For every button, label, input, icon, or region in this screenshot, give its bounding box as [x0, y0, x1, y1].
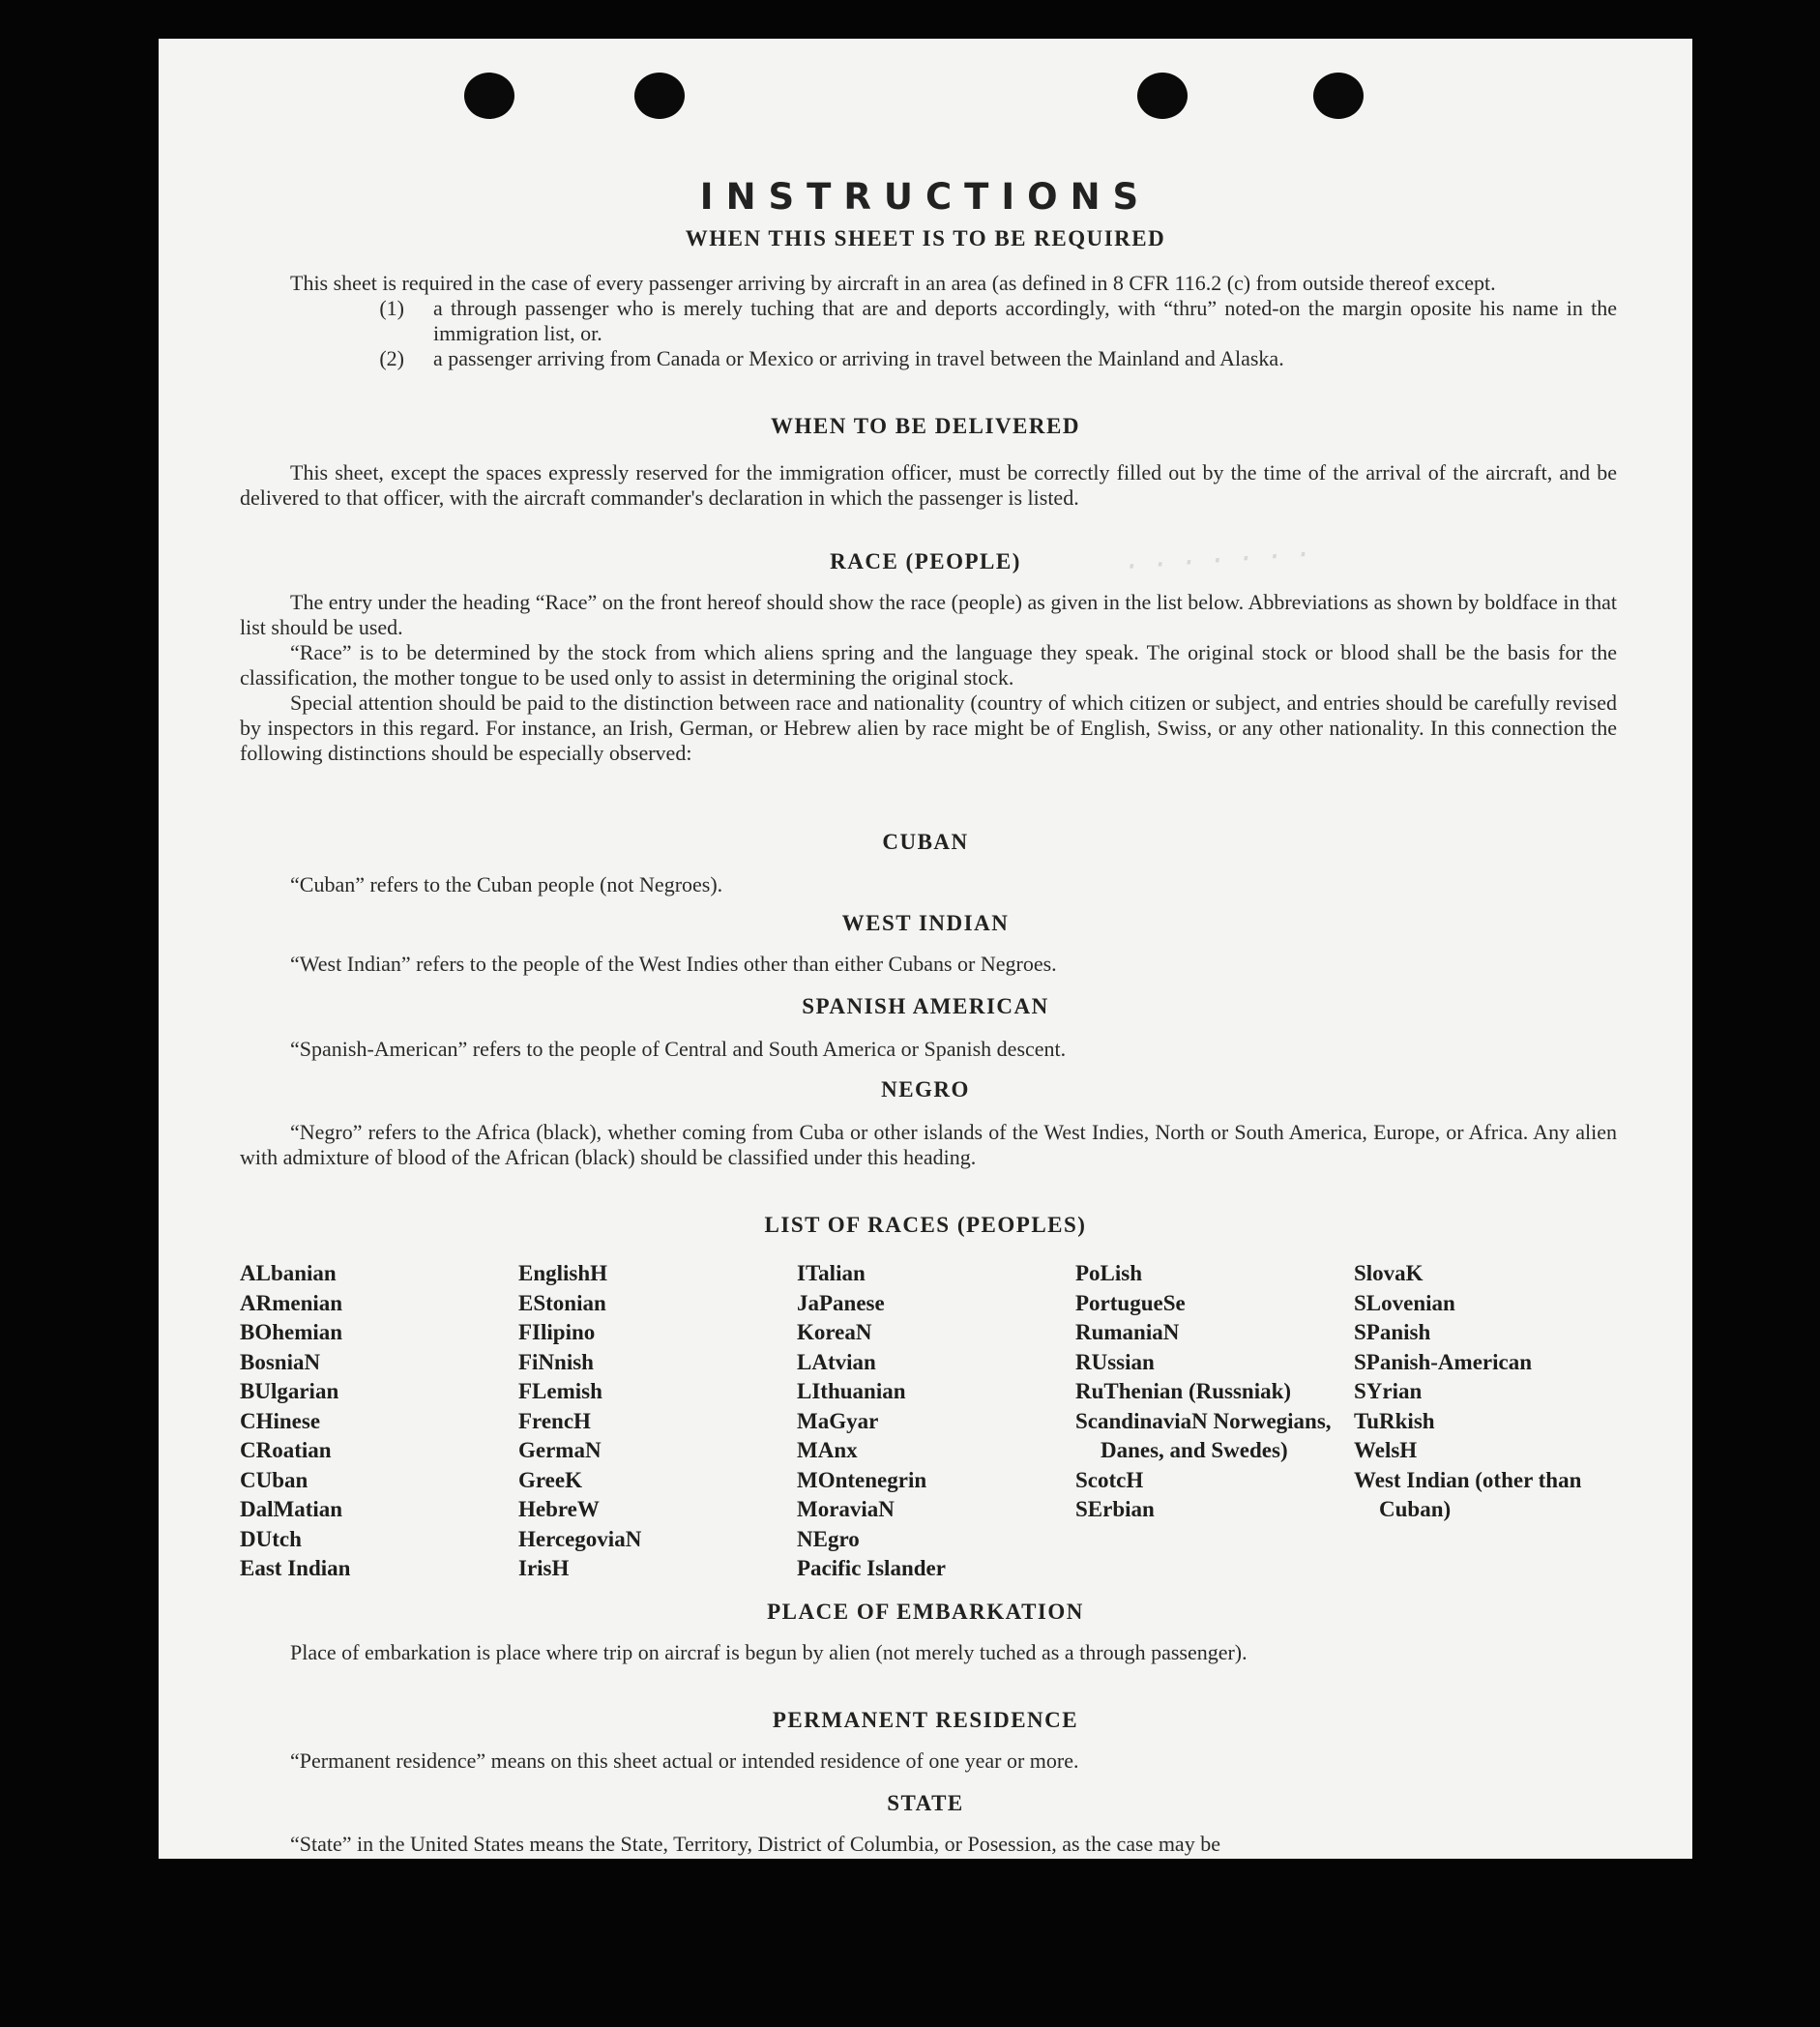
- list-item: SPanish: [1354, 1320, 1431, 1344]
- item-text: a through passenger who is merely tuching that are and deports accordingly, with “thru” noted-on the margin oposite his name in the immigration list, or.: [433, 296, 1617, 345]
- races-column: [518, 1259, 797, 1584]
- list-item: FLemish: [518, 1379, 602, 1403]
- list-item: PoLish: [1075, 1261, 1143, 1285]
- list-item: MoraviaN: [797, 1497, 895, 1521]
- heading-west-indian: WEST INDIAN: [841, 911, 1010, 935]
- list-item: LAtvian: [797, 1349, 876, 1374]
- list-item: Pacific Islander: [797, 1556, 946, 1580]
- item-text: a passenger arriving from Canada or Mexico or arriving in travel between the Mainland and Alaska.: [433, 346, 1284, 370]
- list-item: [240, 346, 1617, 371]
- section-state: [240, 1832, 1617, 1857]
- list-item: ITalian: [797, 1261, 866, 1285]
- heading-permanent-residence: PERMANENT RESIDENCE: [772, 1708, 1079, 1732]
- page-title: INSTRUCTIONS: [699, 176, 1152, 218]
- list-item: RuThenian (Russniak): [1075, 1379, 1292, 1403]
- races-list: [240, 1259, 1632, 1584]
- section-when-required: [240, 271, 1617, 371]
- list-item: MOntenegrin: [797, 1467, 927, 1492]
- section-spanish-american: [240, 1037, 1617, 1062]
- paragraph: “Spanish-American” refers to the people of Central and South America or Spanish descent.: [290, 1037, 1067, 1061]
- list-item: ARmenian: [240, 1290, 343, 1315]
- list-item: MAnx: [797, 1438, 858, 1462]
- punch-hole: [634, 73, 685, 119]
- list-item: DalMatian: [240, 1497, 343, 1521]
- section-permanent-residence: [240, 1748, 1617, 1774]
- list-item: ALbanian: [240, 1261, 337, 1285]
- list-item: West Indian (other than Cuban): [1354, 1467, 1582, 1521]
- list-item: PortugueSe: [1075, 1290, 1186, 1315]
- item-number: (1): [379, 296, 404, 320]
- paragraph: The entry under the heading “Race” on the front hereof should show the race (people) as given in the list below. Abbreviations as shown by boldface in that list should be used.: [240, 590, 1617, 639]
- list-item: ScotcH: [1075, 1467, 1144, 1492]
- races-column: [1354, 1259, 1632, 1584]
- list-item: SLovenian: [1354, 1290, 1455, 1315]
- list-item: HercegoviaN: [518, 1526, 642, 1551]
- list-item: WelsH: [1354, 1438, 1418, 1462]
- section-embarkation: [240, 1640, 1617, 1665]
- races-column: [797, 1259, 1075, 1584]
- list-item: CUban: [240, 1467, 308, 1492]
- heading-cuban: CUBAN: [882, 830, 969, 854]
- list-item: FIlipino: [518, 1320, 596, 1344]
- list-item: BUlgarian: [240, 1379, 339, 1403]
- heading-negro: NEGRO: [881, 1077, 970, 1102]
- list-item: CRoatian: [240, 1438, 332, 1462]
- paragraph: This sheet is required in the case of every passenger arriving by aircraft in an area (as defined in 8 CFR 116.2 (c) from outside thereof except.: [290, 271, 1496, 295]
- heading-state: STATE: [887, 1791, 964, 1815]
- punch-hole: [464, 73, 514, 119]
- list-item: LIthuanian: [797, 1379, 906, 1403]
- heading-embarkation: PLACE OF EMBARKATION: [767, 1600, 1084, 1624]
- list-item: FiNnish: [518, 1349, 594, 1374]
- paragraph: This sheet, except the spaces expressly reserved for the immigration officer, must be correctly filled out by the time of the arrival of the aircraft, and be delivered to that officer, with the aircraft commander's declaration in which the passenger is listed.: [240, 460, 1617, 510]
- list-item: IrisH: [518, 1556, 570, 1580]
- punch-hole: [1137, 73, 1188, 119]
- list-item: [240, 296, 1617, 346]
- heading-race: RACE (PEOPLE): [830, 549, 1021, 573]
- list-item: SYrian: [1354, 1379, 1423, 1403]
- races-column: [1075, 1259, 1354, 1584]
- list-item: BOhemian: [240, 1320, 343, 1344]
- list-item: HebreW: [518, 1497, 600, 1521]
- list-item: SlovaK: [1354, 1261, 1424, 1285]
- list-item: SErbian: [1075, 1497, 1155, 1521]
- section-when-delivered: [240, 460, 1617, 511]
- list-item: ScandinaviaN Norwegians, Danes, and Swedes): [1075, 1408, 1332, 1462]
- paragraph: “West Indian” refers to the people of the West Indies other than either Cubans or Negroes.: [290, 952, 1057, 976]
- heading-when-required: WHEN THIS SHEET IS TO BE REQUIRED: [685, 226, 1166, 250]
- section-race: [240, 590, 1617, 766]
- heading-spanish-american: SPANISH AMERICAN: [802, 994, 1049, 1018]
- list-item: East Indian: [240, 1556, 351, 1580]
- list-item: CHinese: [240, 1408, 321, 1433]
- list-item: DUtch: [240, 1526, 302, 1551]
- list-item: RUssian: [1075, 1349, 1155, 1374]
- paragraph: Special attention should be paid to the distinction between race and nationality (country of which citizen or subject, and entries should be carefully revised by inspectors in this regard. For instance, an Irish, German, or Hebrew alien by race might be of English, Swiss, or any other nationality. In this connection the following distinctions should be especially observed:: [240, 690, 1617, 765]
- paragraph: Place of embarkation is place where trip on aircraf is begun by alien (not merely tuched as a through passenger).: [290, 1640, 1248, 1664]
- list-item: KoreaN: [797, 1320, 872, 1344]
- list-item: EStonian: [518, 1290, 606, 1315]
- list-item: BosniaN: [240, 1349, 321, 1374]
- paragraph: “Race” is to be determined by the stock from which aliens spring and the language they speak. The original stock or blood shall be the basis for the classification, the mother tongue to be used only to assist in determining the original stock.: [240, 640, 1617, 690]
- races-column: [240, 1259, 518, 1584]
- list-item: NEgro: [797, 1526, 860, 1551]
- paragraph: “Cuban” refers to the Cuban people (not Negroes).: [290, 872, 723, 896]
- item-number: (2): [379, 346, 404, 370]
- list-item: EnglishH: [518, 1261, 608, 1285]
- section-cuban: [240, 872, 1617, 897]
- section-west-indian: [240, 952, 1617, 977]
- section-negro: [240, 1120, 1617, 1170]
- list-item: JaPanese: [797, 1290, 885, 1315]
- list-item: GreeK: [518, 1467, 582, 1492]
- list-item: MaGyar: [797, 1408, 879, 1433]
- list-item: TuRkish: [1354, 1408, 1435, 1433]
- document-page: [159, 39, 1692, 1859]
- punch-hole: [1313, 73, 1364, 119]
- list-item: RumaniaN: [1075, 1320, 1180, 1344]
- heading-when-delivered: WHEN TO BE DELIVERED: [771, 414, 1080, 438]
- list-item: GermaN: [518, 1438, 602, 1462]
- list-item: SPanish-American: [1354, 1349, 1532, 1374]
- paragraph: “Permanent residence” means on this sheet actual or intended residence of one year or more.: [290, 1748, 1079, 1773]
- heading-list-of-races: LIST OF RACES (PEOPLES): [764, 1213, 1087, 1237]
- paragraph: “State” in the United States means the State, Territory, District of Columbia, or Posession, as the case may be: [290, 1832, 1220, 1856]
- show-through-handwriting: · · · · · · ·: [1124, 535, 1313, 587]
- paragraph: “Negro” refers to the Africa (black), whether coming from Cuba or other islands of the West Indies, North or South America, Europe, or Africa. Any alien with admixture of blood of the African (black) should be classified under this heading.: [240, 1120, 1617, 1169]
- list-item: FrencH: [518, 1408, 591, 1433]
